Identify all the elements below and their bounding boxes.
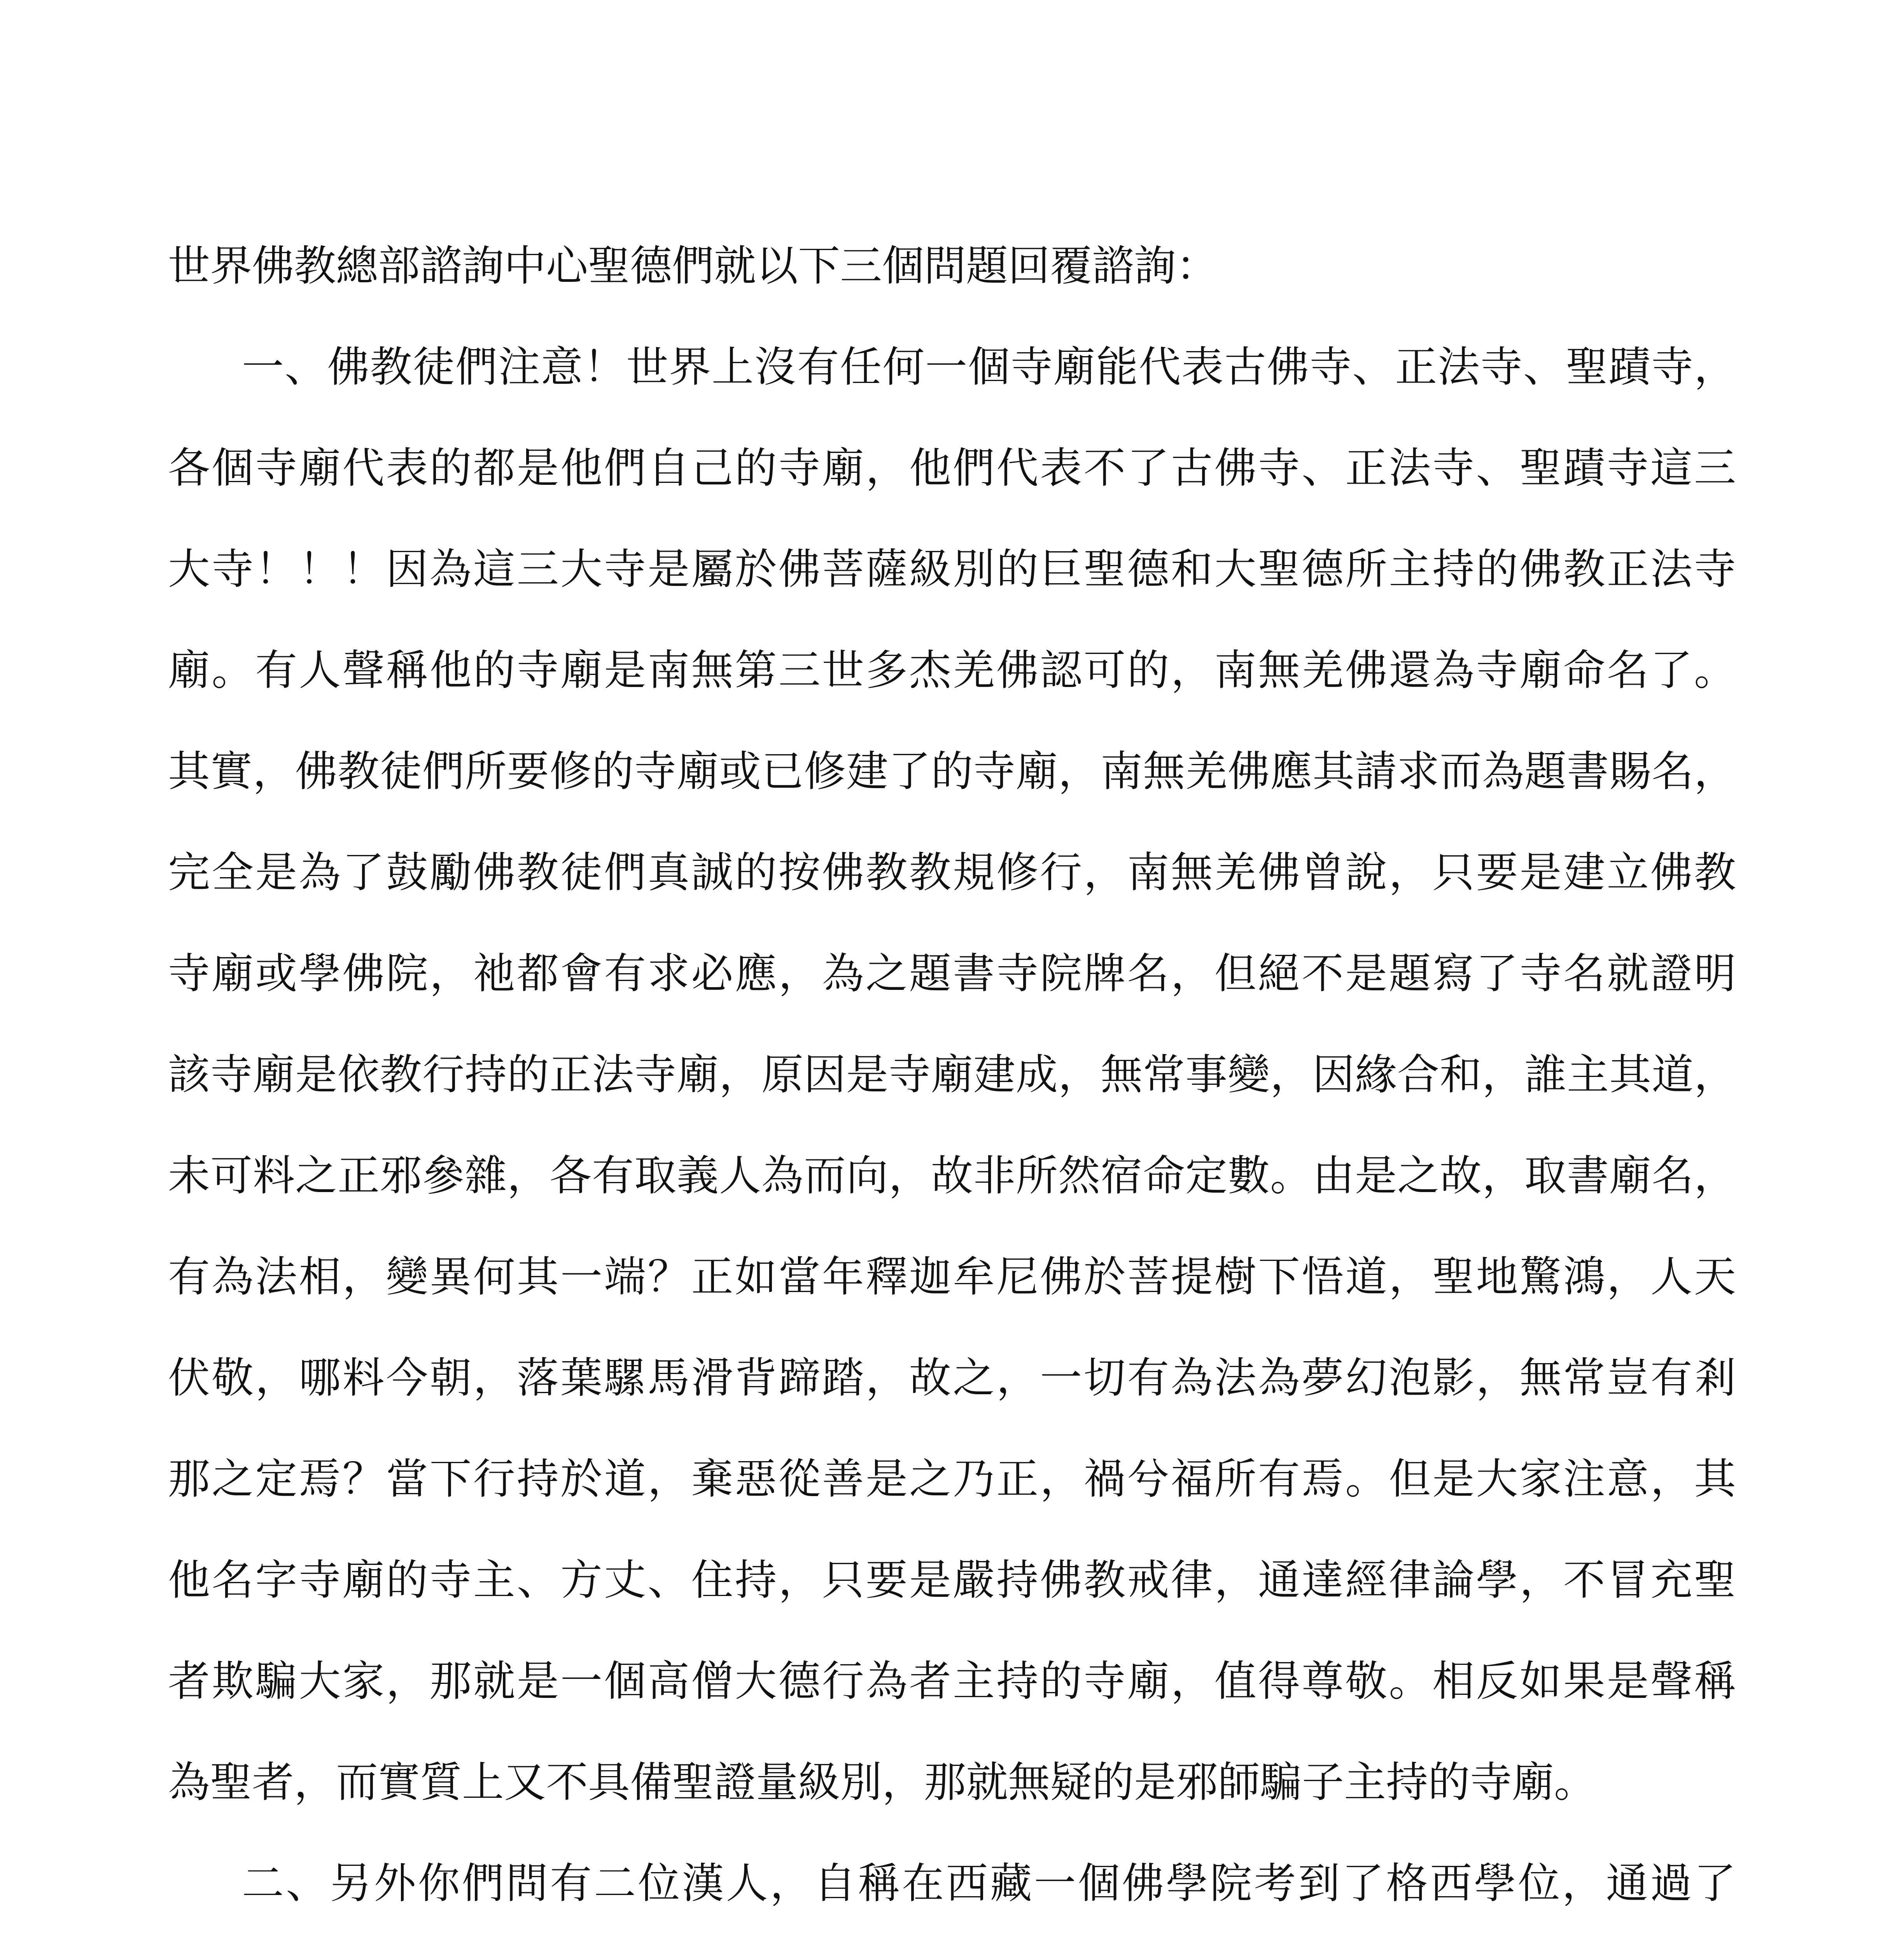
text-line-7: 完全是為了鼓勵佛教徒們真誠的按佛教教規修行，南無羌佛曾說，只要是建立佛教	[168, 848, 1736, 897]
text-line-18	[168, 1934, 1736, 1944]
text-line-1: 世界佛教總部諮詢中心聖德們就以下三個問題回覆諮詢：	[168, 242, 1218, 290]
text-line-3: 各個寺廟代表的都是他們自己的寺廟，他們代表不了古佛寺、正法寺、聖蹟寺這三	[168, 444, 1736, 493]
text-line-17: 二、另外你們問有二位漢人，自稱在西藏一個佛學院考到了格西學位，通過了	[242, 1859, 1736, 1908]
text-line-13: 那之定焉？當下行持於道，棄惡從善是之乃正，禍兮福所有焉。但是大家注意，其	[168, 1455, 1736, 1503]
text-line-4: 大寺！！！因為這三大寺是屬於佛菩薩級別的巨聖德和大聖德所主持的佛教正法寺	[168, 545, 1736, 594]
text-line-9: 該寺廟是依教行持的正法寺廟，原因是寺廟建成，無常事變，因緣合和，誰主其道，	[168, 1051, 1736, 1099]
text-line-16: 為聖者，而實質上又不具備聖證量級別，那就無疑的是邪師騙子主持的寺廟。	[168, 1758, 1596, 1807]
text-line-5: 廟。有人聲稱他的寺廟是南無第三世多杰羌佛認可的，南無羌佛還為寺廟命名了。	[168, 646, 1736, 695]
text-line-15: 者欺騙大家，那就是一個高僧大德行為者主持的寺廟，值得尊敬。相反如果是聲稱	[168, 1657, 1736, 1706]
text-line-8: 寺廟或學佛院，祂都會有求必應，為之題書寺院牌名，但絕不是題寫了寺名就證明	[168, 949, 1736, 998]
text-line-12: 伏敬，哪料今朝，落葉騾馬滑背蹄踏，故之，一切有為法為夢幻泡影，無常豈有剎	[168, 1354, 1736, 1402]
text-line-6: 其實，佛教徒們所要修的寺廟或已修建了的寺廟，南無羌佛應其請求而為題書賜名，	[168, 747, 1736, 796]
text-line-14: 他名字寺廟的寺主、方丈、住持，只要是嚴持佛教戒律，通達經律論學，不冒充聖	[168, 1556, 1736, 1605]
text-line-10: 未可料之正邪參雜，各有取義人為而向，故非所然宿命定數。由是之故，取書廟名，	[168, 1152, 1736, 1200]
document-body	[168, 216, 1736, 1944]
text-line-11: 有為法相，變異何其一端？正如當年釋迦牟尼佛於菩提樹下悟道，聖地驚鴻，人天	[168, 1253, 1736, 1301]
text-line-2: 一、佛教徒們注意！世界上沒有任何一個寺廟能代表古佛寺、正法寺、聖蹟寺，	[242, 343, 1736, 392]
